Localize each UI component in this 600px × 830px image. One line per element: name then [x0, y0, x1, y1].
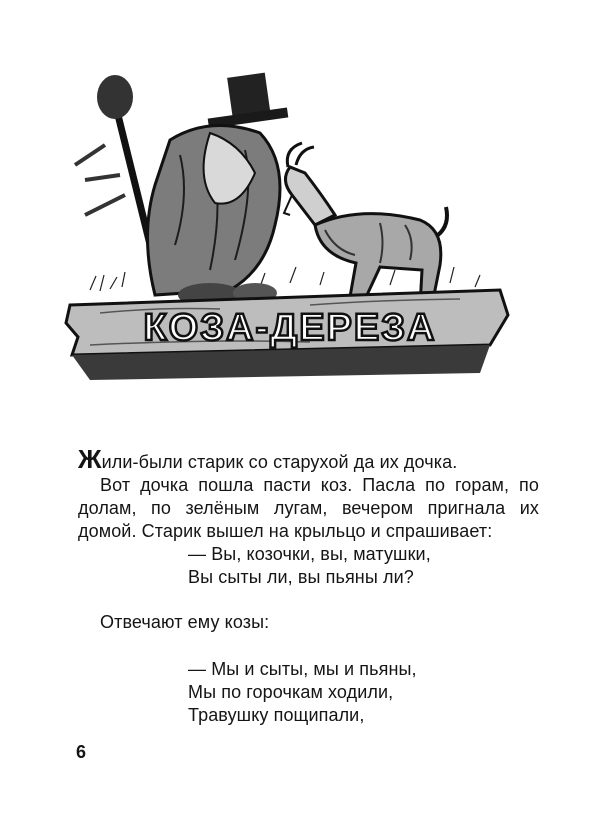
drop-cap: Ж [78, 444, 102, 474]
verse-line: Мы по горочкам ходили, [188, 682, 394, 702]
verse-line: — Вы, козочки, вы, матушки, [188, 544, 431, 564]
title-illustration [60, 55, 510, 385]
verse-line: — Мы и сыты, мы и пьяны, [188, 659, 417, 679]
banner-title: КОЗА-ДЕРЕЗА [143, 307, 437, 349]
paragraph-3: Отвечают ему козы: [100, 612, 270, 632]
verse-line: Травушку пощипали, [188, 705, 365, 725]
story-text [78, 444, 539, 727]
verse-1 [78, 543, 539, 589]
paragraph-2: Вот дочка пошла пасти коз. Пасла по горам, по долам, по зелёным лугам, вечером пригнала их домой. Старик вышел на крыльцо и спрашивает: [78, 475, 539, 541]
title-banner-board [66, 290, 508, 380]
verse-line: Вы сыты ли, вы пьяны ли? [188, 567, 414, 587]
paragraph-1 [78, 444, 539, 474]
verse-2 [78, 658, 539, 727]
paragraph-1-text: или-были старик со старухой да их дочка. [101, 452, 458, 472]
old-man-figure [75, 73, 288, 307]
page-number: 6 [76, 742, 87, 762]
